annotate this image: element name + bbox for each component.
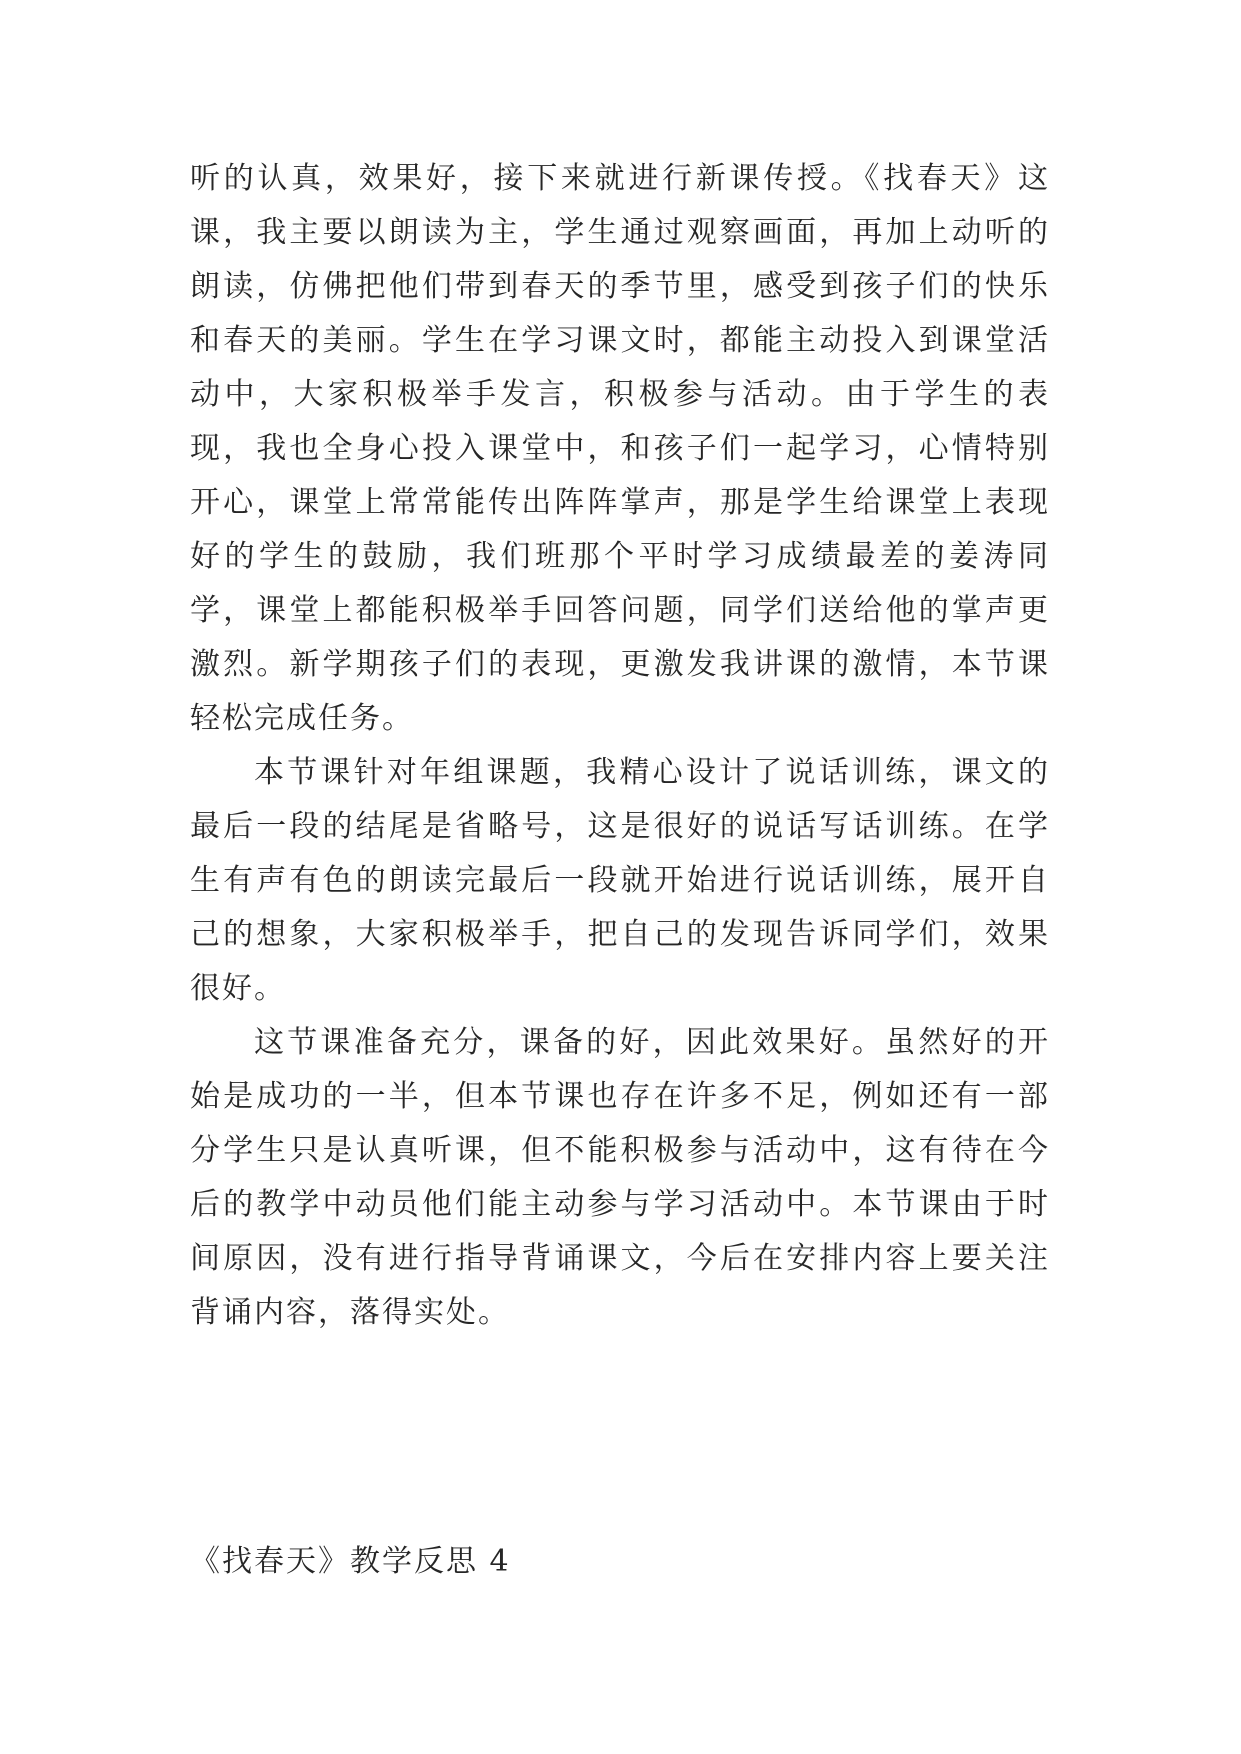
document-body [190, 152, 1050, 1340]
paragraph-continued: 听的认真，效果好，接下来就进行新课传授。《找春天》这课，我主要以朗读为主，学生通过观察画面，再加上动听的朗读，仿佛把他们带到春天的季节里，感受到孩子们的快乐和春天的美丽。学生在学习课文时，都能主动投入到课堂活动中，大家积极举手发言，积极参与活动。由于学生的表现，我也全身心投入课堂中，和孩子们一起学习，心情特别开心，课堂上常常能传出阵阵掌声，那是学生给课堂上表现好的学生的鼓励，我们班那个平时学习成绩最差的姜涛同学，课堂上都能积极举手回答问题，同学们送给他的掌声更激烈。新学期孩子们的表现，更激发我讲课的激情，本节课轻松完成任务。 [190, 161, 1050, 736]
section-heading: 《找春天》教学反思 4 [190, 1544, 511, 1579]
paragraph-speaking-training: 本节课针对年组课题，我精心设计了说话训练，课文的最后一段的结尾是省略号，这是很好的说话写话训练。在学生有声有色的朗读完最后一段就开始进行说话训练，展开自己的想象，大家积极举手，把自己的发现告诉同学们，效果很好。 [190, 755, 1050, 1006]
paragraph-reflection: 这节课准备充分，课备的好，因此效果好。虽然好的开始是成功的一半，但本节课也存在许多不足，例如还有一部分学生只是认真听课，但不能积极参与活动中，这有待在今后的教学中动员他们能主动参与学习活动中。本节课由于时间原因，没有进行指导背诵课文，今后在安排内容上要关注背诵内容，落得实处。 [190, 1025, 1050, 1330]
